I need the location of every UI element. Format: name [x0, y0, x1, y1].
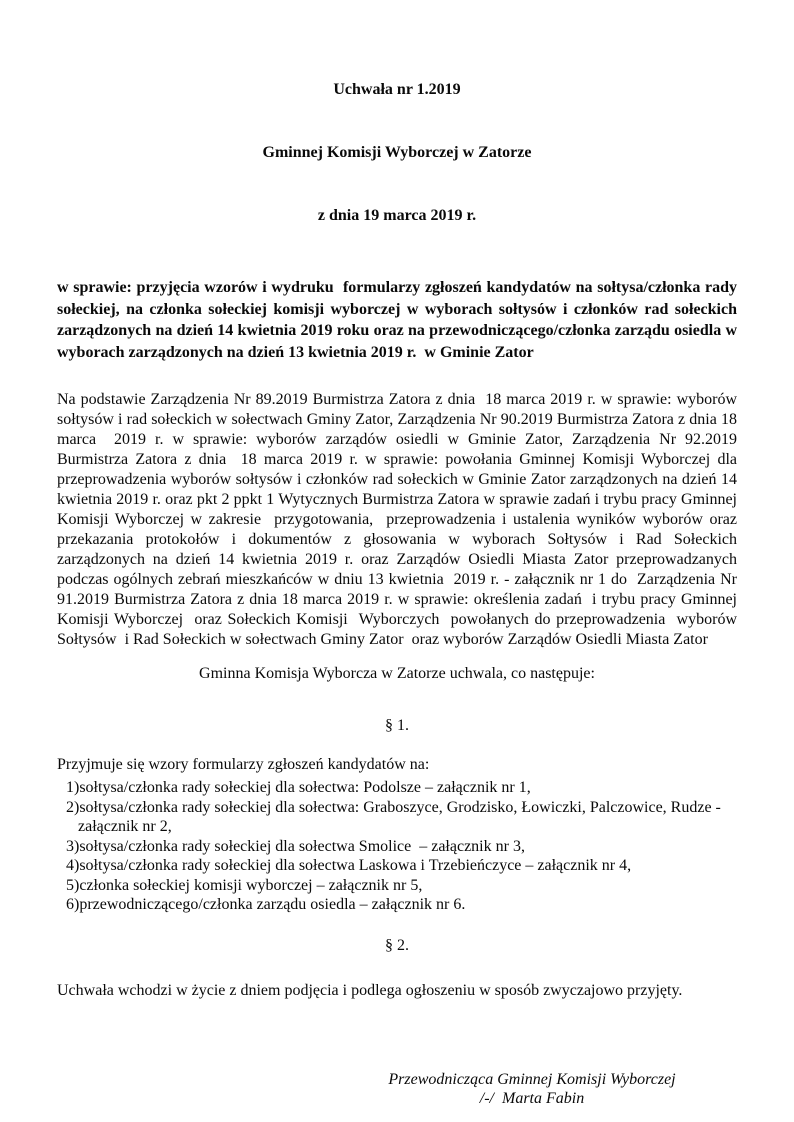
signature-name: /-/ Marta Fabin	[479, 1090, 585, 1107]
document-title	[57, 37, 737, 268]
attachment-list	[57, 778, 737, 915]
title-resolution-number: Uchwała nr 1.2019	[333, 81, 461, 98]
section-2-heading: § 2.	[385, 936, 409, 954]
section-1-intro: Przyjmuje się wzory formularzy zgłoszeń kandydatów na:	[57, 756, 430, 773]
resolution-intro: Gminna Komisja Wyborcza w Zatorze uchwala, co następuje:	[199, 665, 595, 682]
title-issuing-body: Gminnej Komisji Wyborczej w Zatorze	[262, 144, 532, 161]
title-date: z dnia 19 marca 2019 r.	[317, 207, 477, 224]
legal-basis-paragraph: Na podstawie Zarządzenia Nr 89.2019 Burmistrza Zatora z dnia 18 marca 2019 r. w sprawie: wyborów sołtysów i rad sołeckich w sołectwach Gminy Zator, Zarządzenia Nr 90.2019 Burmistrza Zatora z dnia 18 marca 2019 r. w sprawie: wyborów zarządów osiedli w Gminie Zator, Zarządzenia Nr 92.2019 Burmistrza Zatora z dnia 18 marca 2019 r. w sprawie: powołania Gminnej Komisji Wyborczej dla przeprowadzenia wyborów sołtysów i członków rad sołeckich w Gminie Zator zarządzonych na dzień 14 kwietnia 2019 r. oraz pkt 2 ppkt 1 Wytycznych Burmistrza Zatora w sprawie zadań i trybu pracy Gminnej Komisji Wyborczej w zakresie przygotowania, przeprowadzenia i ustalenia wyników wyborów oraz przekazania protokołów i dokumentów z głosowania w wyborach Sołtysów i Rad Sołeckich zarządzonych na dzień 14 kwietnia 2019 r. oraz Zarządów Osiedli Miasta Zator przeprowadzanych podczas ogólnych zebrań mieszkańców w dniu 13 kwietnia 2019 r. - załącznik nr 1 do Zarządzenia Nr 91.2019 Burmistrza Zatora z dnia 18 marca 2019 r. w sprawie: określenia zadań i trybu pracy Gminnej Komisji Wyborczej oraz Sołeckich Komisji Wyborczych powołanych do przeprowadzenia wyborów Sołtysów i Rad Sołeckich w sołectwach Gminy Zator oraz wyborów Zarządów Osiedli Miasta Zator	[57, 391, 745, 648]
list-item: 5)członka sołeckiej komisji wyborczej – załącznik nr 5,	[66, 876, 423, 894]
signature-block	[327, 1070, 737, 1109]
list-item: 3)sołtysa/członka rady sołeckiej dla sołectwa Smolice – załącznik nr 3,	[66, 837, 525, 855]
signature-role: Przewodnicząca Gminnej Komisji Wyborczej	[388, 1070, 676, 1088]
subject-paragraph: w sprawie: przyjęcia wzorów i wydruku formularzy zgłoszeń kandydatów na sołtysa/członka rady sołeckiej, na członka sołeckiej komisji wyborczej w wyborach sołtysów i członków rad sołeckich zarządzonych na dzień 14 kwietnia 2019 roku oraz na przewodniczącego/członka zarządu osiedla w wyborach zarządzonych na dzień 13 kwietnia 2019 r. w Gminie Zator	[57, 279, 741, 361]
list-item: 1)sołtysa/członka rady sołeckiej dla sołectwa: Podolsze – załącznik nr 1,	[66, 779, 531, 796]
list-item: 6)przewodniczącego/członka zarządu osiedla – załącznik nr 6.	[66, 896, 466, 913]
section-1-heading: § 1.	[385, 717, 409, 734]
list-item: 4)sołtysa/członka rady sołeckiej dla sołectwa Laskowa i Trzebieńczyce – załącznik nr 4,	[66, 857, 632, 874]
list-item: 2)sołtysa/członka rady sołeckiej dla sołectwa: Graboszyce, Grodzisko, Łowiczki, Palczowice, Rudze - załącznik nr 2,	[66, 798, 725, 835]
section-2-body: Uchwała wchodzi w życie z dniem podjęcia i podlega ogłoszeniu w sposób zwyczajowo przyjęty.	[57, 981, 683, 999]
